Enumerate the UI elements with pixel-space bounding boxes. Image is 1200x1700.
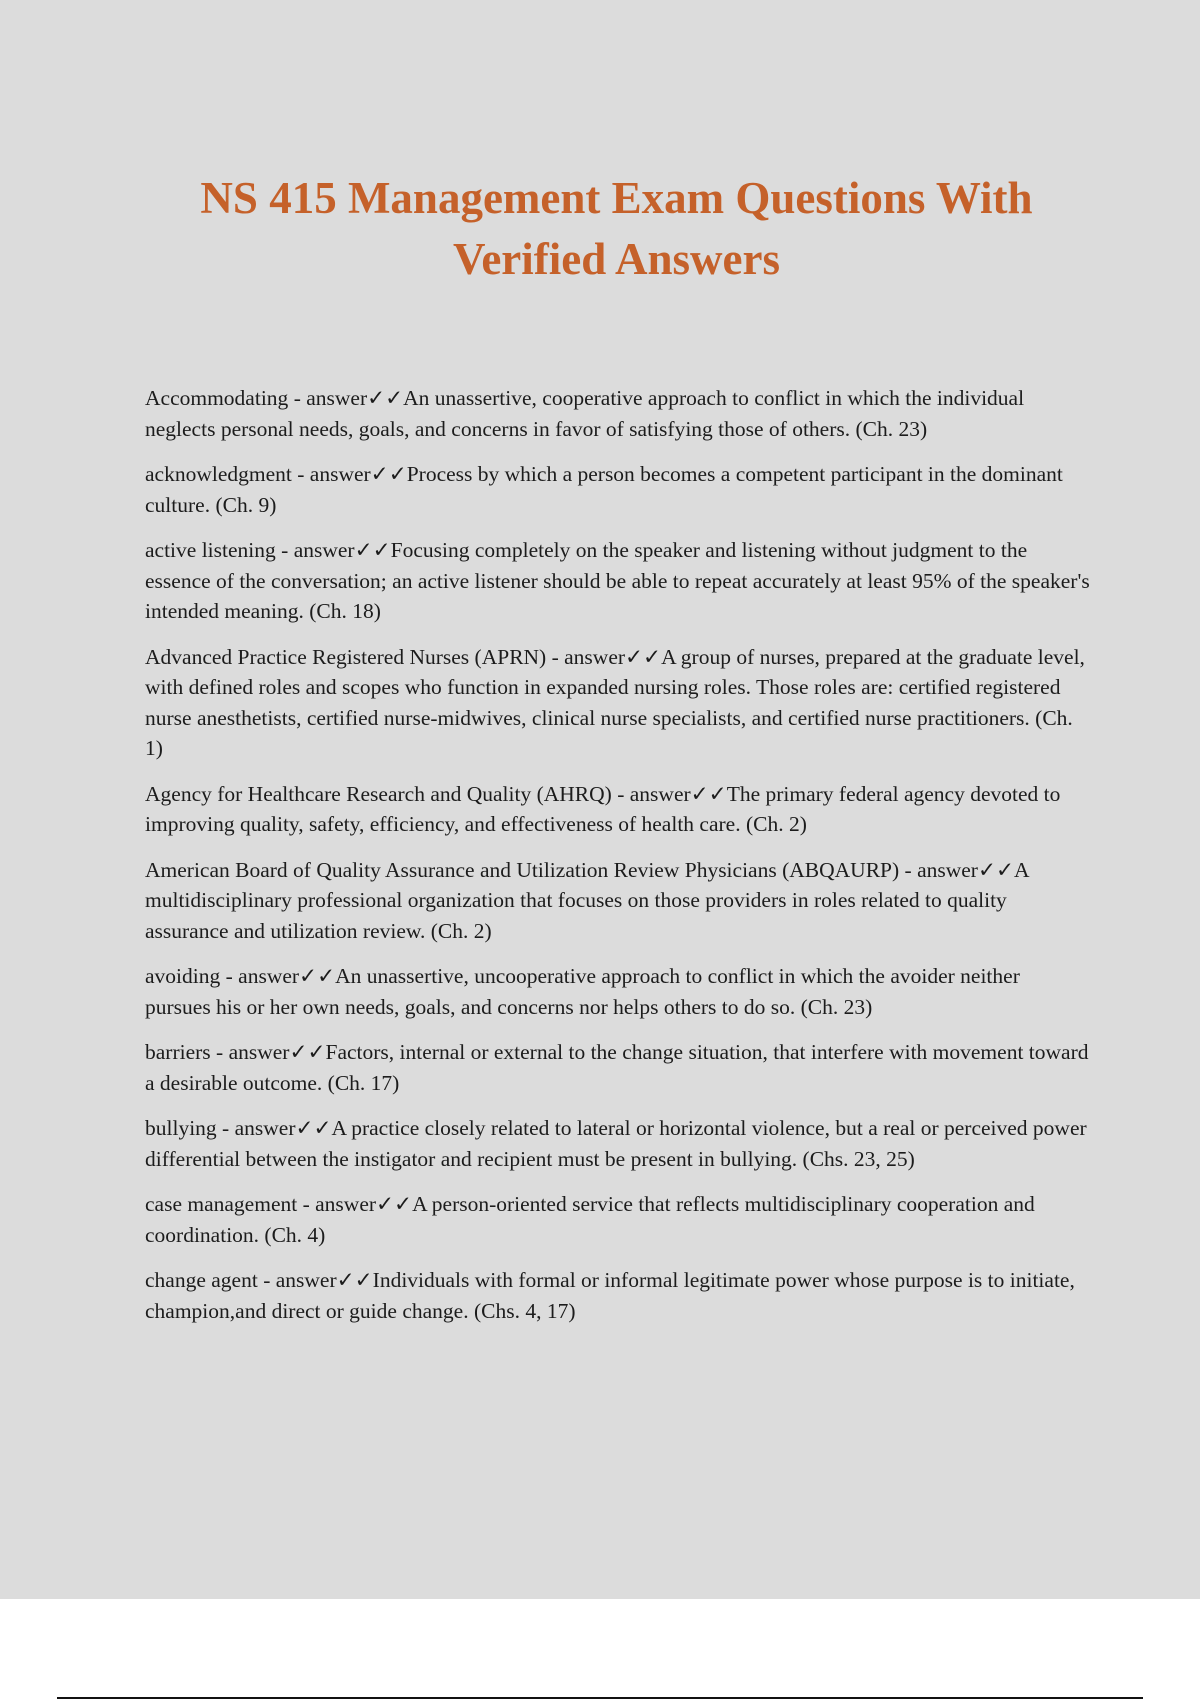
entry-term: bullying [145,1116,217,1140]
entry-term: Advanced Practice Registered Nurses (APRN) [145,644,547,669]
document-title [100,168,1133,290]
title-line-2: Verified Answers [452,234,781,284]
answer-marker: answer✓✓ [228,1040,326,1064]
page-divider [57,1697,1143,1699]
answer-marker: answer✓✓ [564,644,662,669]
title-line-1: NS 415 Management Exam Questions With [200,173,1033,223]
entry-term: change agent [145,1268,258,1292]
entry-definition: Individuals with formal or informal legitimate power whose purpose is to initiate, champion,and direct or guide change. (Chs. 4, 17) [145,1268,1075,1323]
entry-term: case management [145,1192,298,1216]
entry-definition: A person-oriented service that reflects multidisciplinary cooperation and coordination. (Ch. 4) [145,1192,1035,1247]
entry-term: barriers [145,1040,211,1064]
entry-term: American Board of Quality Assurance and Utilization Review Physicians (ABQAURP) [145,857,900,882]
answer-marker: answer✓✓ [917,857,1014,882]
answer-marker: answer✓✓ [629,781,727,806]
answer-marker: answer✓✓ [293,538,391,562]
glossary-entries [145,383,1090,1341]
entry-definition: An unassertive, uncooperative approach to conflict in which the avoider neither pursues his or her own needs, goals, and concerns nor helps others to do so. (Ch. 23) [145,964,1020,1019]
glossary-entry: Advanced Practice Registered Nurses (APRN) - answer✓✓A group of nurses, prepared at the graduate level, with defined roles and scopes who function in expanded nursing roles. Those roles are: certified registered nurse anesthetists, certified nurse-midwives, clinical nurse specialists, and certified nurse practitioners. (Ch. 1) [145,644,1085,760]
answer-marker: answer✓✓ [315,1192,413,1216]
glossary-entry: Accommodating - answer✓✓An unassertive, cooperative approach to conflict in which the individual neglects personal needs, goals, and concerns in favor of satisfying those of others. (Ch. 23) [145,386,1025,441]
entry-term: avoiding [145,964,221,988]
glossary-entry: change agent - answer✓✓Individuals with formal or informal legitimate power whose purpose is to initiate, champion,and direct or guide change. (Chs. 4, 17) [145,1268,1075,1323]
entry-definition: A multidisciplinary professional organization that focuses on those providers in roles related to quality assurance and utilization review. (Ch. 2) [145,857,1029,943]
entry-term: Agency for Healthcare Research and Quality (AHRQ) [145,781,612,806]
answer-marker: answer✓✓ [309,462,407,486]
glossary-entry: American Board of Quality Assurance and Utilization Review Physicians (ABQAURP) - answer✓✓A multidisciplinary professional organization that focuses on those providers in roles related to quality assurance and utilization review. (Ch. 2) [145,857,1029,943]
answer-marker: answer✓✓ [234,1116,332,1140]
answer-marker: answer✓✓ [275,1268,373,1292]
glossary-entry: Agency for Healthcare Research and Quality (AHRQ) - answer✓✓The primary federal agency devoted to improving quality, safety, efficiency, and effectiveness of health care. (Ch. 2) [145,781,1061,836]
entry-definition: A practice closely related to lateral or horizontal violence, but a real or perceived power differential between the instigator and recipient must be present in bullying. (Chs. 23, 25) [145,1116,1087,1171]
entry-definition: Focusing completely on the speaker and listening without judgment to the essence of the conversation; an active listener should be able to repeat accurately at least 95% of the speaker's intended meaning. (Ch. 18) [145,538,1090,623]
glossary-entry: avoiding - answer✓✓An unassertive, uncooperative approach to conflict in which the avoider neither pursues his or her own needs, goals, and concerns nor helps others to do so. (Ch. 23) [145,964,1020,1019]
answer-marker: answer✓✓ [306,386,404,410]
entry-definition: A group of nurses, prepared at the graduate level, with defined roles and scopes who function in expanded nursing roles. Those roles are: certified registered nurse anesthetists, certified nurse-midwives, clinical nurse specialists, and certified nurse practitioners. (Ch. 1) [145,644,1085,760]
entry-term: Accommodating [145,386,289,410]
glossary-entry: case management - answer✓✓A person-oriented service that reflects multidisciplinary cooperation and coordination. (Ch. 4) [145,1192,1035,1247]
entry-definition: The primary federal agency devoted to improving quality, safety, efficiency, and effectiveness of health care. (Ch. 2) [145,781,1061,836]
glossary-entry: barriers - answer✓✓Factors, internal or external to the change situation, that interfere with movement toward a desirable outcome. (Ch. 17) [145,1040,1089,1095]
entry-term: active listening [145,538,276,562]
entry-term: acknowledgment [145,462,292,486]
glossary-entry: bullying - answer✓✓A practice closely related to lateral or horizontal violence, but a real or perceived power differential between the instigator and recipient must be present in bullying. (Chs. 23, 25) [145,1116,1087,1171]
entry-definition: Factors, internal or external to the change situation, that interfere with movement toward a desirable outcome. (Ch. 17) [145,1040,1089,1095]
entry-definition: An unassertive, cooperative approach to conflict in which the individual neglects personal needs, goals, and concerns in favor of satisfying those of others. (Ch. 23) [145,386,1025,441]
glossary-entry: acknowledgment - answer✓✓Process by which a person becomes a competent participant in the dominant culture. (Ch. 9) [145,462,1063,517]
entry-definition: Process by which a person becomes a competent participant in the dominant culture. (Ch. 9) [145,462,1063,517]
answer-marker: answer✓✓ [238,964,336,988]
glossary-entry: active listening - answer✓✓Focusing completely on the speaker and listening without judgment to the essence of the conversation; an active listener should be able to repeat accurately at least 95% of the speaker's intended meaning. (Ch. 18) [145,538,1090,623]
